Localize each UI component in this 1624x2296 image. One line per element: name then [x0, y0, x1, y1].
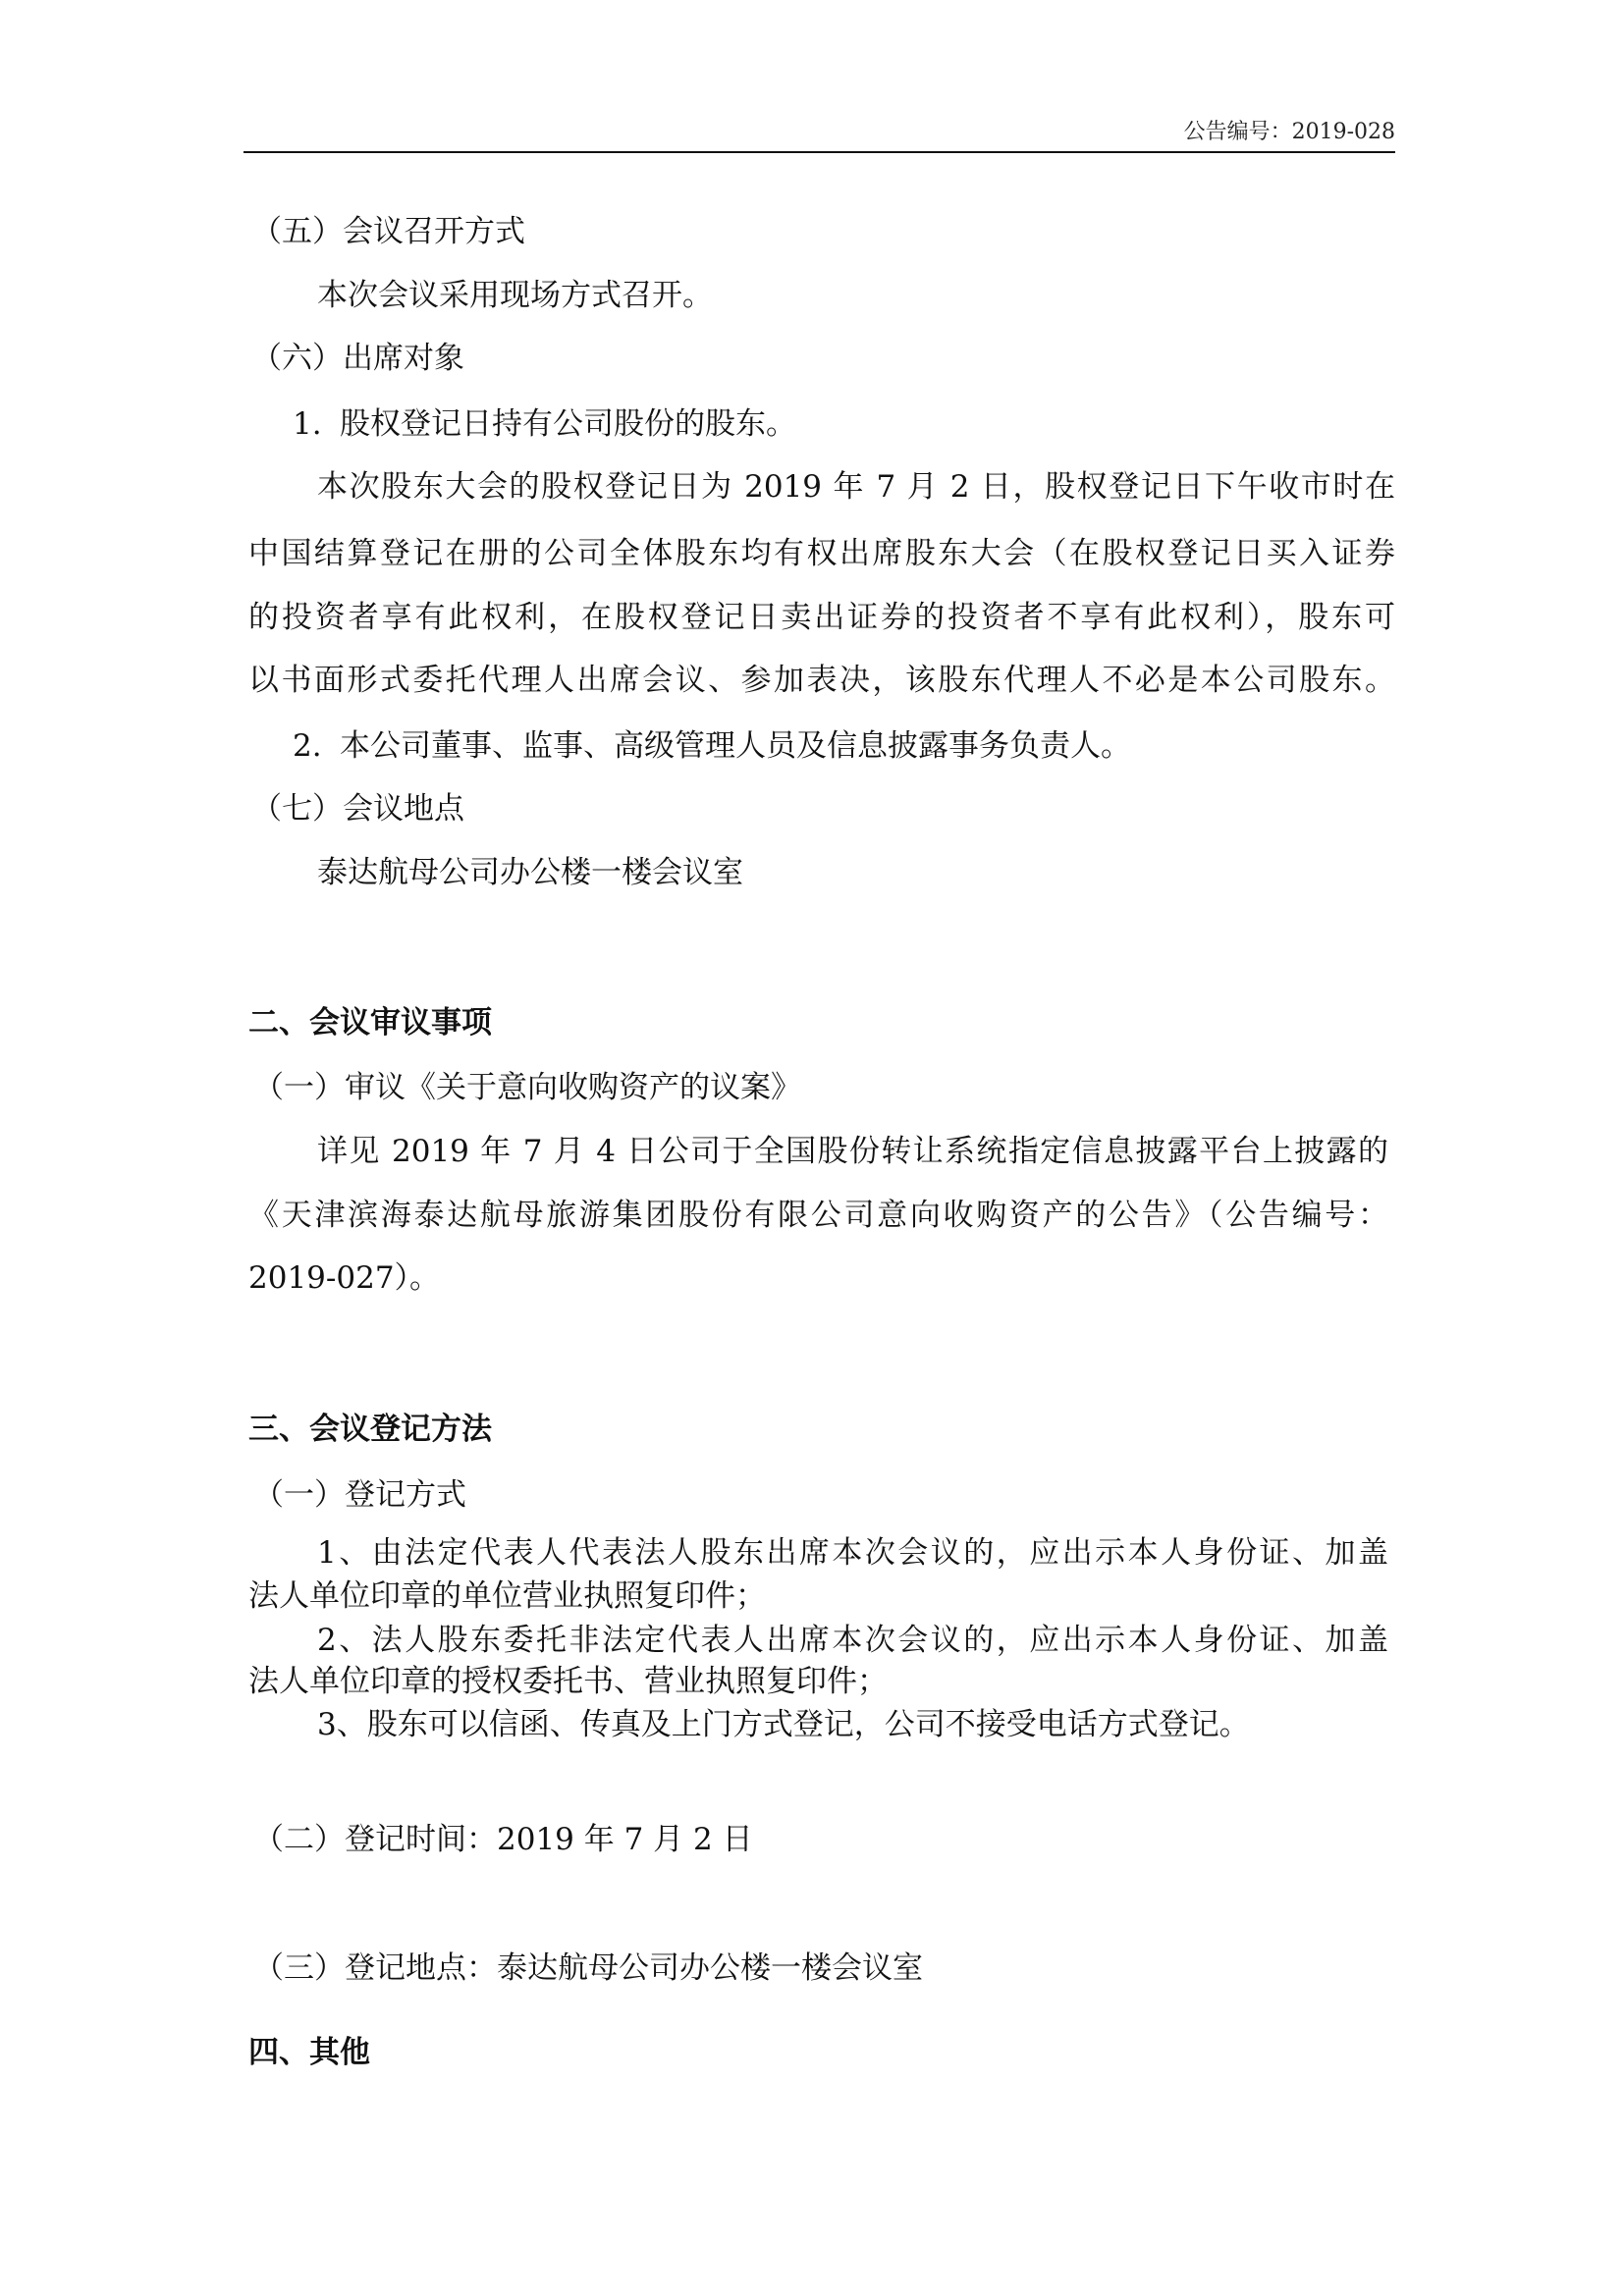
- section3-item3: （三）登记地点：泰达航母公司办公楼一楼会议室: [253, 1950, 923, 1986]
- item6-heading: （六）出席对象: [251, 341, 464, 376]
- item6-point1-number: 1.: [293, 406, 322, 442]
- item6-point1-text: 股权登记日持有公司股份的股东。: [340, 406, 796, 442]
- header-divider: [244, 151, 1395, 153]
- section3-title: 三、会议登记方法: [248, 1412, 492, 1447]
- section3-item1-line: 2、法人股东委托非法定代表人出席本次会议的，应出示本人身份证、加盖: [317, 1623, 1388, 1658]
- item6-paragraph-line: 中国结算登记在册的公司全体股东均有权出席股东大会（在股权登记日买入证券: [248, 536, 1395, 571]
- section2-title: 二、会议审议事项: [248, 1005, 492, 1041]
- item7-text: 泰达航母公司办公楼一楼会议室: [317, 855, 743, 890]
- item6-paragraph-line: 的投资者享有此权利，在股权登记日卖出证券的投资者不享有此权利），股东可: [248, 600, 1395, 635]
- section3-item1-line: 法人单位印章的授权委托书、营业执照复印件；: [248, 1664, 888, 1699]
- section3-item1-line: 3、股东可以信函、传真及上门方式登记，公司不接受电话方式登记。: [317, 1707, 1250, 1742]
- section2-item1-heading: （一）审议《关于意向收购资产的议案》: [253, 1070, 801, 1105]
- item7-heading: （七）会议地点: [251, 791, 464, 827]
- notice-number: 公告编号：2019-028: [1183, 120, 1395, 144]
- item5-heading: （五）会议召开方式: [251, 214, 525, 249]
- section3-item2: （二）登记时间：2019 年 7 月 2 日: [253, 1822, 753, 1857]
- section3-item1-line: 法人单位印章的单位营业执照复印件；: [248, 1578, 766, 1614]
- item6-point2-number: 2.: [293, 728, 322, 764]
- item6-paragraph-line: 以书面形式委托代理人出席会议、参加表决，该股东代理人不必是本公司股东。: [248, 663, 1395, 698]
- section3-item1-line: 1、由法定代表人代表法人股东出席本次会议的，应出示本人身份证、加盖: [317, 1535, 1388, 1571]
- section3-item1-heading: （一）登记方式: [253, 1477, 466, 1513]
- section2-item1-line: 《天津滨海泰达航母旅游集团股份有限公司意向收购资产的公告》（公告编号：: [248, 1198, 1388, 1233]
- section2-item1-line: 2019-027）。: [248, 1260, 441, 1296]
- item6-point2-text: 本公司董事、监事、高级管理人员及信息披露事务负责人。: [340, 728, 1131, 764]
- item5-text: 本次会议采用现场方式召开。: [317, 278, 713, 313]
- section4-title: 四、其他: [248, 2035, 370, 2070]
- item6-paragraph-line: 本次股东大会的股权登记日为 2019 年 7 月 2 日，股权登记日下午收市时在: [317, 469, 1395, 505]
- section2-item1-line: 详见 2019 年 7 月 4 日公司于全国股份转让系统指定信息披露平台上披露的: [317, 1134, 1388, 1169]
